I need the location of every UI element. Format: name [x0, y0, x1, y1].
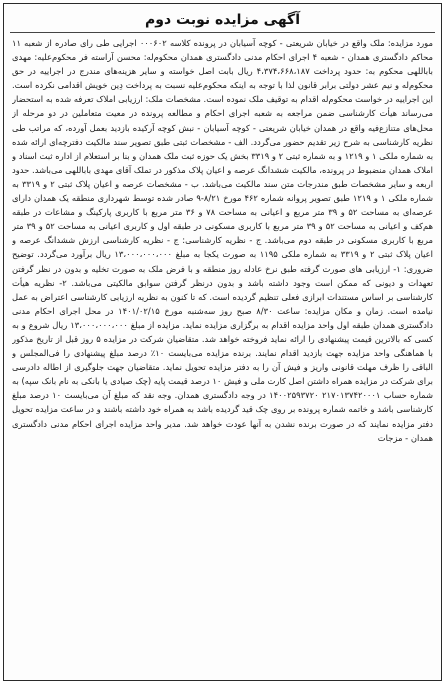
notice-frame	[3, 3, 442, 681]
notice-header	[10, 8, 435, 33]
notice-title: آگهی مزایده نوبت دوم	[144, 12, 300, 28]
notice-body: مورد مزایده: ملک واقع در خیابان شریعتی - کوچه آسیابان در پرونده کلاسه ۰۰۰۶۰۲ اجرایی طی رای صادره از شعبه ۱۱ محاکم دادگستری همدان - شعبه ۴ اجرای احکام مدنی دادگستری همدان محکوم‌له: محسن آراسته فر محکوم‌علیه: مهدی باباللهی محکوم به: حدود پرداخت ۴،۳۷۴،۶۶۸،۱۸۷ ریال بابت اصل خواسته و سایر هزینه‌های مندرج در اجراییه در حق محکوم‌له و نیم عشر دولتی برابر قانون لذا با توجه به اینکه محکوم‌علیه نسبت به پرداخت دِین خویش اقدامی نکرده است. این اجراییه در خواست محکوم‌له اقدام به توقیف ملک نموده است. مشخصات ملک: ارزیابی املاک تعرفه شده به استحضار می‌رساند هیأت کارشناسی ضمن مراجعه به شعبه اجرای احکام و مطالعه پرونده در معیت متعاملین در دو مرحله از محل‌های متنازع‌فیه واقع در همدان خیابان شریعتی - کوچه آسیابان - نبش کوچه آرکیده بازدید بعمل آورده، که مراتب طی نظریه کارشناسی به شرح زیر تقدیم حضور می‌گردد. الف - مشخصات ثبتی طبق تصویر سند مالکیت دفترچه‌ای ارائه شده به شماره ملکی ۱ و ۱۲۱۹ و به شماره ثبتی ۲ و ۳۳۱۹ بخش یک حوزه ثبت ملک همدان و بنا بر استعلام از اداره ثبت اسناد و املاک همدان منضبوط در پرونده، مالکیت ششدانگ عرصه و اعیان پلاک مذکور در تملک آقای مهدی باباللهی می‌باشد. حدود اربعه و سایر مشخصات طبق مندرجات متن سند مالکیت می‌باشد. ب - مشخصات عرصه و اعیان پلاک ثبتی ۲ و ۳۳۱۹ به شماره ملکی ۱ و ۱۲۱۹ طبق تصویر پروانه شماره ۴۶۲ مورخ ۸/۲۱-۹ صادر شده توسط شهرداری منطقه یک همدان دارای عرصه‌ای به مساحت ۵۲ و ۳۹ متر مربع و اعیانی به مساحت ۷۸ و ۳۶ متر مربع با کاربری پارکینگ و مشاعات در طبقه هم‌کف و اعیانی به مساحت ۵۲ و ۳۹ متر مربع با کاربری مسکونی در طبقه اول و کاربری اعیانی به مساحت ۵۲ و ۳۹ متر مربع با کاربری مسکونی در طبقه دوم می‌باشد. ج - نظریه کارشناسی: ج - نظریه کارشناسی ارزش ششدانگ عرصه و اعیان پلاک ثبتی ۲ و ۳۳۱۹ به شماره ملکی ۱۱۹۵ به صورت یکجا به مبلغ ۱۳،۰۰۰،۰۰۰،۰۰۰ ریال برآورد می‌گردد. توضیح ضروری: ۱- ارزیابی های صورت گرفته طبق نرخ عادله روز منطقه و با فرض ملک به صورت تخلیه و بدون در نظر گرفتن تعهدات و دیونی که ممکن است وجود داشته باشد و بدون درنظر گرفتن سوابق مالکیتی می‌باشد. ۲- نظریه هیأت کارشناسی بر اساس مستندات ابرازی فعلی تنظیم گردیده است. که تا کنون به نظریه ارزیابی کارشناسی اعتراض به عمل نیامده است. زمان و مکان مزایده: ساعت ۸/۳۰ صبح روز سه‌شنبه مورخ ۱۴۰۱/۰۲/۱۵ در محل اجرای احکام مدنی دادگستری همدان طبقه اول واحد مزایده اقدام به برگزاری مزایده نماید. مزایده از مبلغ ۱۳،۰۰۰،۰۰۰،۰۰۰ ریال شروع و به کسی که بالاترین قیمت پیشنهادی را ارائه نماید فروخته خواهد شد. متقاضیان شرکت در مزایده ۵ روز قبل از تاریخ مذکور با هماهنگی واحد مزایده جهت بازدید اقدام نمایند. برنده مزایده می‌بایست ۱۰٪ درصد مبلغ پیشنهادی را فی‌المجلس و الباقی را ظرف مهلت قانونی واریز و فیش آن را به دفتر مزایده تحویل نماید. متقاضیان جهت جلوگیری از اطاله دادرسی برای شرکت در مزایده همراه داشتن اصل کارت ملی و فیش ۱۰ درصد قیمت پایه (چک صیادی یا بانکی به نام بانک سپه) به شماره حساب ۲۱۷۰۱۳۷۴۲۰۰۰۱ ۱۴۰۰۲۵۹۳۷۲۰ در وجه دادگستری همدان. وجه نقد که مبلغ آن می‌بایست ۱۰ درصد مبلغ کارشناسی باشد و خاتمه شماره پرونده بر روی چک قید گردیده باشد به همراه خود داشته باشند و در ساعت مزایده تحویل دفتر مزایده نمایند که در صورت برنده نشدن به آنها عودت خواهد شد. مدیر واحد مزایده اجرای احکام مدنی دادگستری همدان - مزجات	[12, 38, 433, 443]
